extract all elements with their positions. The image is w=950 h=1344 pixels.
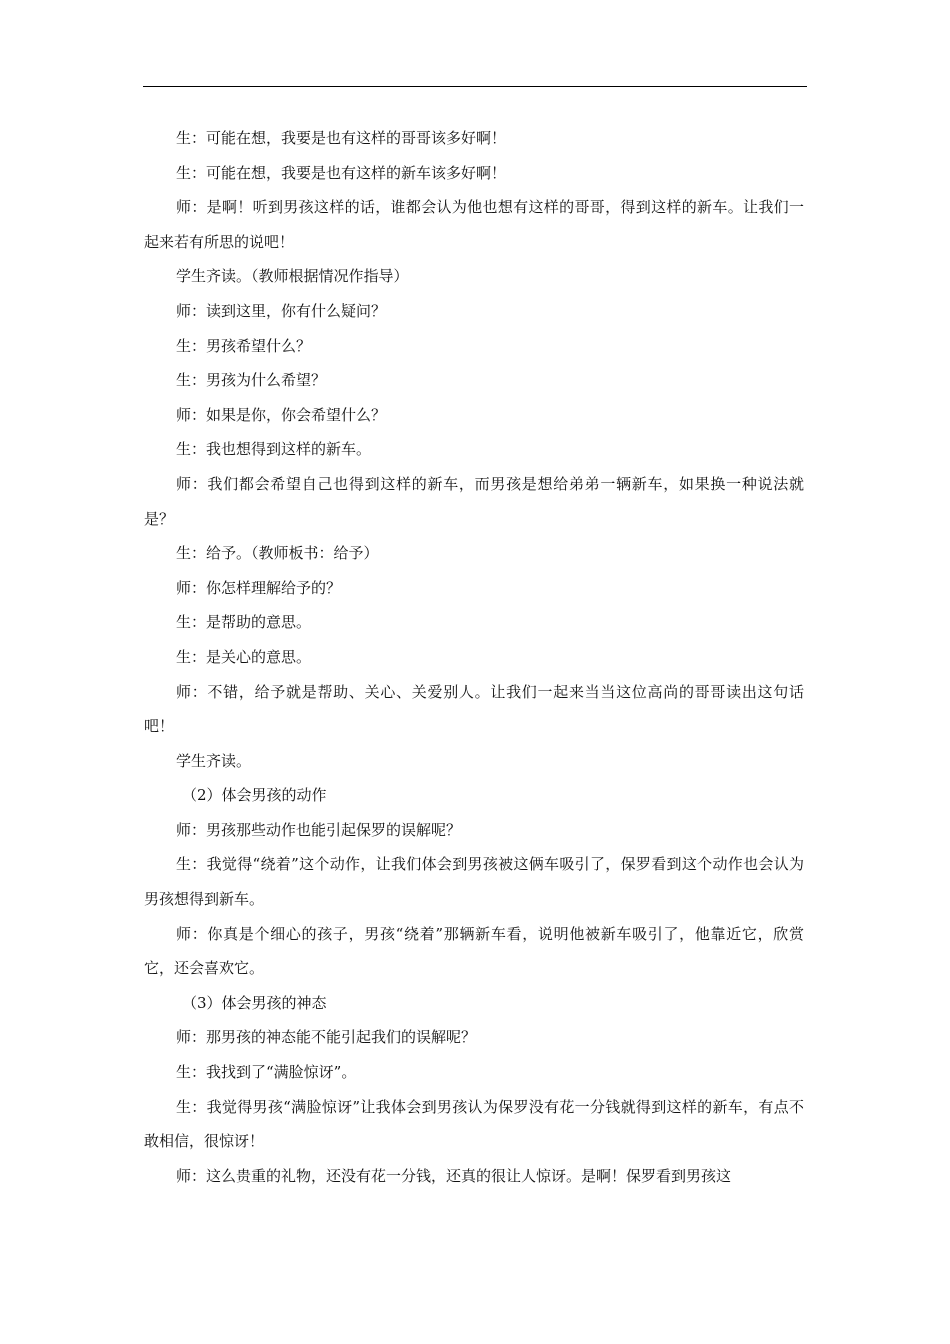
header-rule bbox=[143, 86, 807, 87]
paragraph: 生：我也想得到这样的新车。 bbox=[176, 440, 372, 459]
paragraph: 师：读到这里，你有什么疑问？ bbox=[176, 301, 387, 320]
paragraph: 生：可能在想，我要是也有这样的新车该多好啊！ bbox=[176, 163, 507, 182]
paragraph: 生：男孩为什么希望？ bbox=[176, 371, 327, 390]
paragraph: 生：可能在想，我要是也有这样的哥哥该多好啊！ bbox=[176, 129, 507, 147]
paragraph: 生：我觉得“绕着”这个动作，让我们体会到男孩被这俩车吸引了，保罗看到这个动作也会认为男孩想得到新车。 bbox=[144, 855, 804, 909]
paragraph: 师：我们都会希望自己也得到这样的新车，而男孩是想给弟弟一辆新车，如果换一种说法就是？ bbox=[144, 474, 804, 528]
paragraph: 师：如果是你，你会希望什么？ bbox=[176, 405, 387, 424]
paragraph: 学生齐读。 bbox=[176, 751, 252, 770]
paragraph: 师：那男孩的神态能不能引起我们的误解呢？ bbox=[176, 1028, 477, 1047]
paragraph: 生：是帮助的意思。 bbox=[176, 613, 312, 632]
document-body bbox=[144, 121, 804, 1193]
section-subheading: （2）体会男孩的动作 bbox=[182, 786, 327, 805]
paragraph: 师：不错，给予就是帮助、关心、关爱别人。让我们一起来当当这位高尚的哥哥读出这句话吧！ bbox=[144, 682, 804, 736]
paragraph: 师：男孩那些动作也能引起保罗的误解呢？ bbox=[176, 820, 462, 839]
paragraph: 生：男孩希望什么？ bbox=[176, 336, 312, 355]
paragraph: 师：你真是个细心的孩子，男孩“绕着”那辆新车看，说明他被新车吸引了，他靠近它，欣赏它，还会喜欢它。 bbox=[144, 924, 804, 978]
paragraph: 师：你怎样理解给予的？ bbox=[176, 578, 342, 597]
paragraph: 生：我找到了“满脸惊讶”。 bbox=[176, 1063, 357, 1082]
paragraph: 生：我觉得男孩“满脸惊讶”让我体会到男孩认为保罗没有花一分钱就得到这样的新车，有点不敢相信，很惊讶！ bbox=[144, 1097, 804, 1151]
paragraph: 生：是关心的意思。 bbox=[176, 647, 312, 666]
paragraph: 师：这么贵重的礼物，还没有花一分钱，还真的很让人惊讶。是啊！保罗看到男孩这 bbox=[176, 1166, 732, 1185]
section-subheading: （3）体会男孩的神态 bbox=[182, 993, 327, 1012]
paragraph: 生：给予。（教师板书：给予） bbox=[176, 544, 379, 563]
paragraph: 学生齐读。（教师根据情况作指导） bbox=[176, 267, 409, 286]
paragraph: 师：是啊！听到男孩这样的话，谁都会认为他也想有这样的哥哥，得到这样的新车。让我们一起来若有所思的说吧！ bbox=[144, 198, 804, 251]
